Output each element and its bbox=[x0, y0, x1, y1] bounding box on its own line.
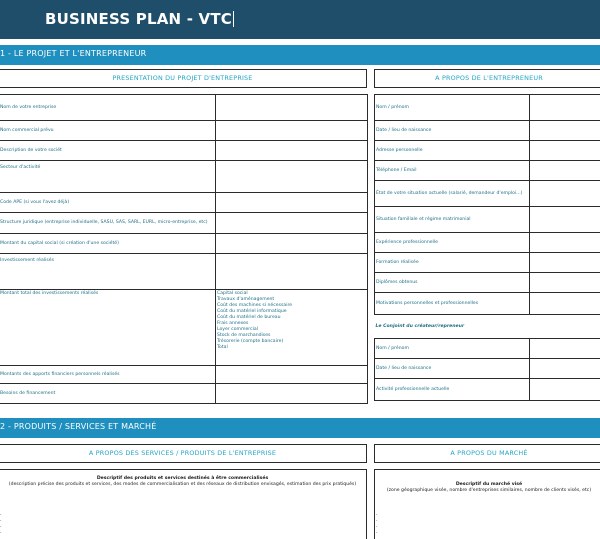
table-row bbox=[0, 366, 368, 384]
row-label: État de votre situation actuelle (salarié, demandeur d'emploi...) bbox=[375, 181, 530, 207]
investment-item: Coût du matériel informatique bbox=[217, 309, 287, 314]
table-row bbox=[375, 95, 600, 121]
table-row bbox=[0, 161, 368, 193]
project-presentation-header: PRESENTATION DU PROJET D'ENTREPRISE bbox=[0, 69, 367, 88]
table-row bbox=[375, 379, 600, 401]
text-cursor bbox=[233, 11, 234, 27]
table-row bbox=[0, 141, 368, 161]
row-label: Formation réalisée bbox=[375, 253, 530, 273]
investment-item: Coût du matériel de bureau bbox=[217, 315, 281, 320]
products-description-title: Descriptif des produits et services destinés à être commercialisés bbox=[96, 476, 269, 481]
row-label: Montant du capital social (si création d'une société) bbox=[0, 234, 216, 254]
input-cell[interactable] bbox=[530, 379, 600, 401]
input-cell[interactable] bbox=[530, 339, 600, 359]
input-cell[interactable] bbox=[530, 181, 600, 207]
row-label: Nom / prénom bbox=[375, 95, 530, 121]
table-row bbox=[375, 141, 600, 161]
section-2-bar bbox=[0, 418, 600, 438]
investment-list[interactable] bbox=[216, 290, 368, 366]
bullet-dot: · bbox=[376, 512, 378, 518]
table-row bbox=[0, 193, 368, 213]
bullet-dot: · bbox=[0, 512, 2, 518]
market-description-body: (zone géographique visée, nombre d'entreprises similaires, nombre de clients visés, etc) bbox=[386, 488, 592, 493]
row-label: Description de votre sociét bbox=[0, 141, 216, 161]
input-cell[interactable] bbox=[530, 359, 600, 379]
input-cell[interactable] bbox=[216, 234, 368, 254]
table-row bbox=[375, 121, 600, 141]
row-label: Investissement réalisés bbox=[0, 254, 216, 290]
row-label: Activité professionnelle actuelle bbox=[375, 379, 530, 401]
table-row bbox=[375, 273, 600, 293]
bullet-dot: · bbox=[376, 524, 378, 530]
entrepreneur-header: A PROPOS DE L'ENTREPRENEUR bbox=[374, 69, 600, 88]
input-cell[interactable] bbox=[530, 273, 600, 293]
market-description-title: Descriptif du marché visé bbox=[455, 482, 523, 487]
investment-item: Loyer commercial bbox=[217, 327, 258, 332]
row-label: Diplômes obtenus bbox=[375, 273, 530, 293]
bullet-dot: · bbox=[0, 524, 2, 530]
investment-item: Coût des machines si nécessaire bbox=[217, 303, 293, 308]
project-table bbox=[0, 94, 368, 404]
input-cell[interactable] bbox=[530, 161, 600, 181]
products-services-header: A PROPOS DES SERVICES / PRODUITS DE L'ENTREPRISE bbox=[0, 444, 367, 463]
row-label: Montant total des investissements réalisés bbox=[0, 290, 216, 366]
spouse-header: Le Conjoint du créateur/repreneur bbox=[375, 315, 600, 339]
bullet-list bbox=[376, 512, 378, 536]
row-label: Nom commercial prévu bbox=[0, 121, 216, 141]
input-cell[interactable] bbox=[216, 161, 368, 193]
investment-item: Stock de marchandises bbox=[217, 333, 271, 338]
section-1-title: 1 - LE PROJET ET L'ENTREPRENEUR bbox=[0, 49, 147, 58]
table-row bbox=[375, 315, 600, 339]
bullet-dot: · bbox=[376, 530, 378, 536]
products-description-body: (description précise des produits et services, des modes de commercialisation et des réseaux de distribution envisagés, estimation des prix pratiqués) bbox=[8, 482, 357, 487]
input-cell[interactable] bbox=[216, 254, 368, 290]
section-2-title: 2 - PRODUITS / SERVICES ET MARCHÉ bbox=[0, 422, 157, 431]
table-row bbox=[0, 213, 368, 234]
table-row bbox=[0, 254, 368, 290]
row-label: Téléphone / Email bbox=[375, 161, 530, 181]
bullet-dot: · bbox=[376, 518, 378, 524]
input-cell[interactable] bbox=[530, 141, 600, 161]
investment-item: Travaux d'aménagement bbox=[217, 297, 275, 302]
table-row bbox=[375, 253, 600, 273]
row-label: Code APE (si vous l'avez déjà) bbox=[0, 193, 216, 213]
table-row bbox=[375, 233, 600, 253]
table-row bbox=[375, 359, 600, 379]
table-row bbox=[0, 384, 368, 404]
row-label: Situation familiale et régime matrimonial bbox=[375, 207, 530, 233]
input-cell[interactable] bbox=[216, 193, 368, 213]
table-row bbox=[375, 207, 600, 233]
row-label: Montants des apports financiers personnels réalisés bbox=[0, 366, 216, 384]
bullet-list bbox=[0, 512, 2, 536]
input-cell[interactable] bbox=[530, 233, 600, 253]
input-cell[interactable] bbox=[216, 384, 368, 404]
section-1-bar bbox=[0, 45, 600, 65]
title-bar bbox=[0, 0, 600, 39]
row-label: Date / lieu de naissance bbox=[375, 359, 530, 379]
market-header: A PROPOS DU MARCHÉ bbox=[374, 444, 600, 463]
document-title[interactable]: BUSINESS PLAN - VTC bbox=[45, 10, 232, 28]
row-label: Date / lieu de naissance bbox=[375, 121, 530, 141]
table-row bbox=[0, 290, 368, 366]
investment-item: Capital social bbox=[217, 291, 248, 296]
input-cell[interactable] bbox=[530, 121, 600, 141]
table-row bbox=[375, 293, 600, 315]
input-cell[interactable] bbox=[216, 213, 368, 234]
row-label: Besoins de financement bbox=[0, 384, 216, 404]
row-label: Nom de votre entreprise bbox=[0, 95, 216, 121]
input-cell[interactable] bbox=[530, 253, 600, 273]
investment-item: Frais annexes bbox=[217, 321, 249, 326]
input-cell[interactable] bbox=[530, 293, 600, 315]
products-description-text bbox=[0, 476, 365, 488]
input-cell[interactable] bbox=[216, 121, 368, 141]
input-cell[interactable] bbox=[530, 207, 600, 233]
table-row bbox=[375, 339, 600, 359]
investment-item: Total bbox=[217, 345, 228, 350]
row-label: Expérience professionnelle bbox=[375, 233, 530, 253]
row-label: Motivations personnelles et professionnelles bbox=[375, 293, 530, 315]
bullet-dot: · bbox=[0, 530, 2, 536]
row-label: Structure juridique (entreprise individuelle, SASU, SAS, SARL, EURL, micro-entreprise, etc) bbox=[0, 213, 216, 234]
table-row bbox=[0, 95, 368, 121]
table-row bbox=[0, 234, 368, 254]
row-label: Secteur d'activité bbox=[0, 161, 216, 193]
table-row bbox=[375, 161, 600, 181]
table-row bbox=[0, 121, 368, 141]
bullet-dot: · bbox=[0, 518, 2, 524]
row-label: Nom / prénom bbox=[375, 339, 530, 359]
table-row bbox=[375, 181, 600, 207]
input-cell[interactable] bbox=[216, 95, 368, 121]
market-description-text bbox=[376, 482, 600, 494]
row-label: Adresse personnelle bbox=[375, 141, 530, 161]
input-cell[interactable] bbox=[530, 95, 600, 121]
entrepreneur-table bbox=[374, 94, 600, 401]
market-description-box[interactable] bbox=[374, 469, 600, 539]
input-cell[interactable] bbox=[216, 366, 368, 384]
investment-item: Trésorerie (compte bancaire) bbox=[217, 339, 284, 344]
input-cell[interactable] bbox=[216, 141, 368, 161]
